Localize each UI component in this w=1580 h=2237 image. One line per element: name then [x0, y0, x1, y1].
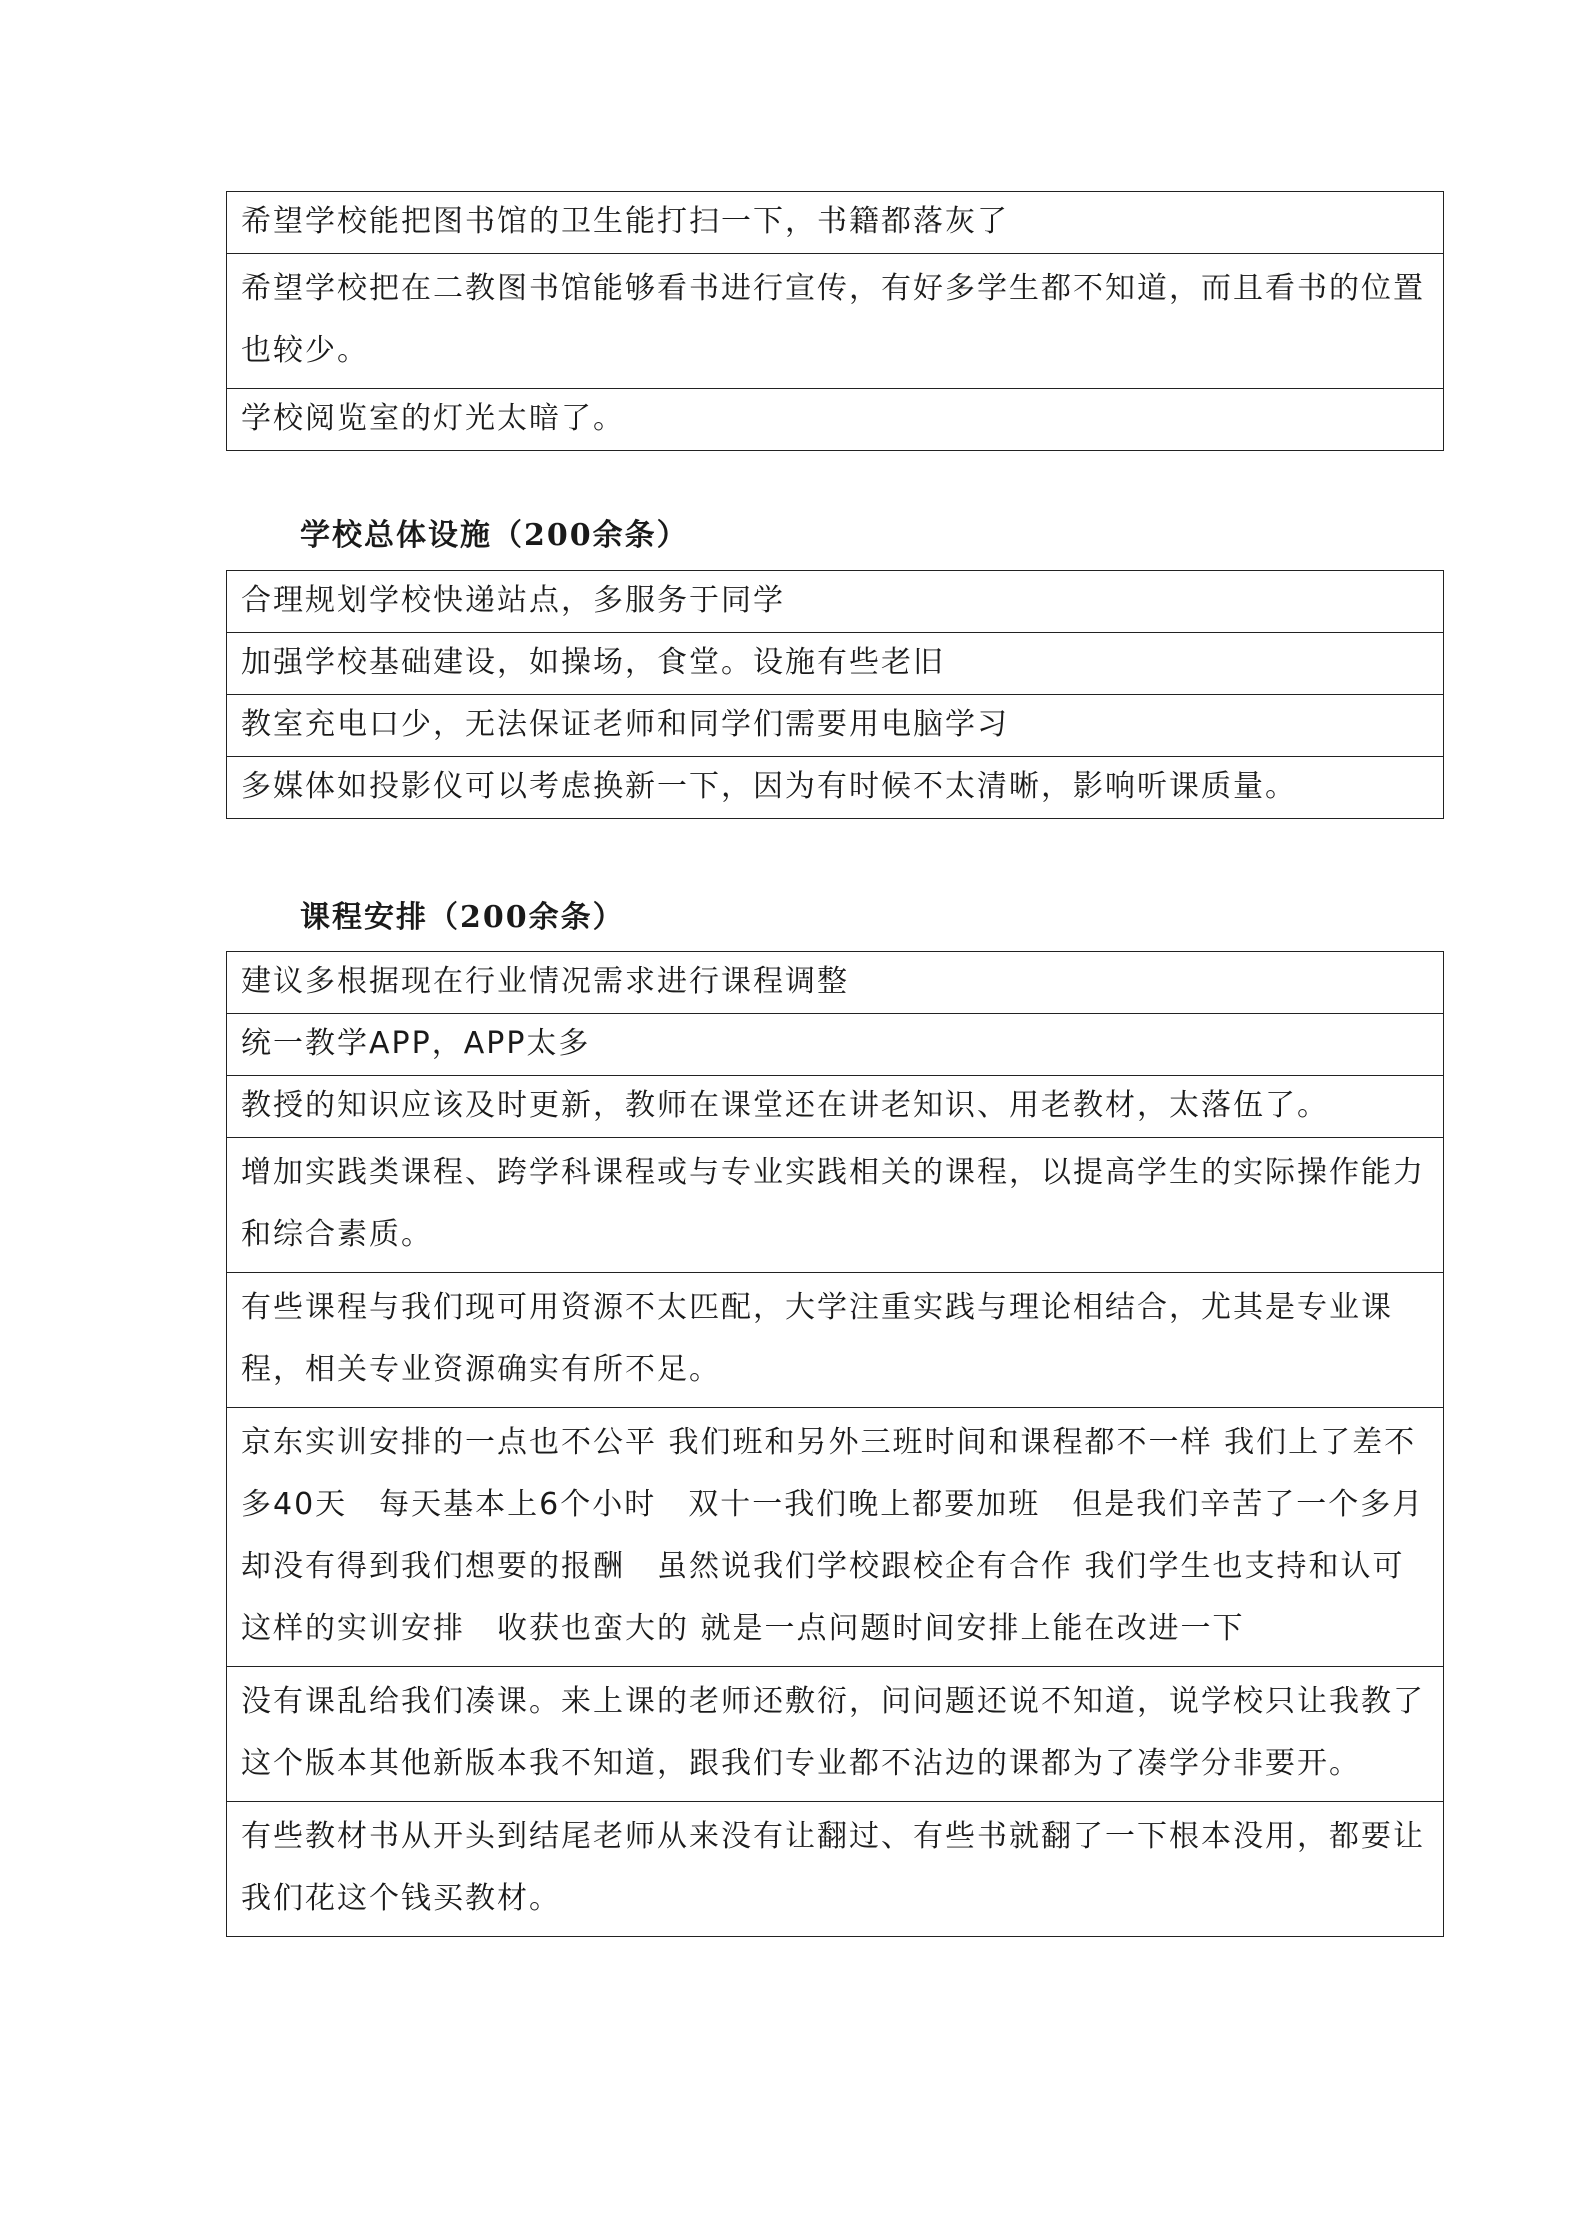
table-row: [227, 1408, 1444, 1667]
table-row: [227, 1802, 1444, 1937]
table-row: [227, 1138, 1444, 1273]
table-cell: 增加实践类课程、跨学科课程或与专业实践相关的课程，以提高学生的实际操作能力和综合素质。: [227, 1138, 1444, 1273]
table-cell: 希望学校把在二教图书馆能够看书进行宣传，有好多学生都不知道，而且看书的位置也较少。: [227, 254, 1444, 389]
table-row: [227, 757, 1444, 819]
table-cell: 加强学校基础建设，如操场，食堂。设施有些老旧: [227, 633, 1444, 695]
table-cell: 教室充电口少，无法保证老师和同学们需要用电脑学习: [227, 695, 1444, 757]
section-heading-facilities: 学校总体设施（200余条）: [300, 518, 689, 553]
table-cell: 统一教学APP，APP太多: [227, 1014, 1444, 1076]
table-row: [227, 1667, 1444, 1802]
table-cell: 教授的知识应该及时更新，教师在课堂还在讲老知识、用老教材，太落伍了。: [227, 1076, 1444, 1138]
table-cell: 没有课乱给我们凑课。来上课的老师还敷衍，问问题还说不知道，说学校只让我教了这个版本其他新版本我不知道，跟我们专业都不沾边的课都为了凑学分非要开。: [227, 1667, 1444, 1802]
table-cell: 合理规划学校快递站点，多服务于同学: [227, 571, 1444, 633]
table-row: [227, 633, 1444, 695]
table-cell: 有些课程与我们现可用资源不太匹配，大学注重实践与理论相结合，尤其是专业课程，相关专业资源确实有所不足。: [227, 1273, 1444, 1408]
table-cell: 京东实训安排的一点也不公平 我们班和另外三班时间和课程都不一样 我们上了差不多40天 每天基本上6个小时 双十一我们晚上都要加班 但是我们辛苦了一个多月却没有得到我们想要的报酬 虽然说我们学校跟校企有合作 我们学生也支持和认可这样的实训安排 收获也蛮大的 就是一点问题时间安排上能在改进一下: [227, 1408, 1444, 1667]
table-row: [227, 695, 1444, 757]
table-row: [227, 1076, 1444, 1138]
table-row: [227, 1014, 1444, 1076]
table-row: [227, 1273, 1444, 1408]
library-feedback-table: [226, 191, 1444, 451]
table-cell: 有些教材书从开头到结尾老师从来没有让翻过、有些书就翻了一下根本没用，都要让我们花这个钱买教材。: [227, 1802, 1444, 1937]
table-cell: 多媒体如投影仪可以考虑换新一下，因为有时候不太清晰，影响听课质量。: [227, 757, 1444, 819]
table-row: [227, 571, 1444, 633]
table-row: [227, 192, 1444, 254]
table-cell: 希望学校能把图书馆的卫生能打扫一下，书籍都落灰了: [227, 192, 1444, 254]
facilities-feedback-table: [226, 570, 1444, 819]
table-cell: 建议多根据现在行业情况需求进行课程调整: [227, 952, 1444, 1014]
courses-feedback-table: [226, 951, 1444, 1937]
table-row: [227, 389, 1444, 451]
section-heading-courses: 课程安排（200余条）: [300, 900, 625, 935]
table-row: [227, 952, 1444, 1014]
table-cell: 学校阅览室的灯光太暗了。: [227, 389, 1444, 451]
table-row: [227, 254, 1444, 389]
